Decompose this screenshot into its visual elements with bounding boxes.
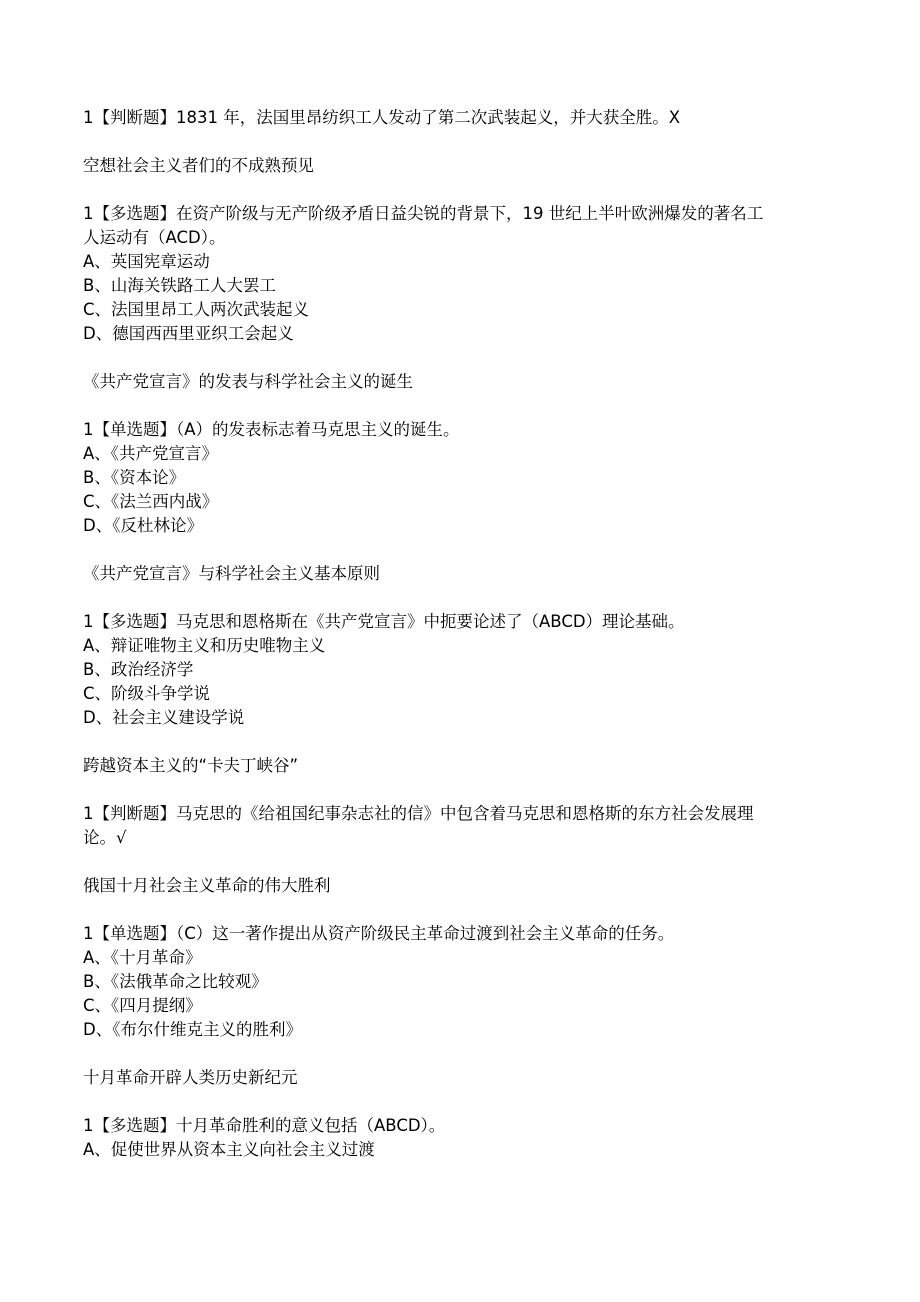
question-text: 1【判断题】1831 年，法国里昂纺织工人发动了第二次武装起义，并大获全胜。X bbox=[83, 108, 681, 127]
question-block bbox=[83, 1114, 843, 1162]
paragraph-gap bbox=[83, 778, 843, 802]
question-line: 论。√ bbox=[83, 828, 127, 847]
paragraph-gap bbox=[83, 586, 843, 610]
question-block bbox=[83, 106, 843, 130]
question-line: A、促使世界从资本主义向社会主义过渡 bbox=[83, 1140, 375, 1159]
question-text: 1【判断题】马克思的《给祖国纪事杂志社的信》中包含着马克思和恩格斯的东方社会发展理 bbox=[83, 804, 754, 823]
question-line: B、山海关铁路工人大罢工 bbox=[83, 276, 276, 295]
question-text: 1【单选题】（C）这一著作提出从资产阶级民主革命过渡到社会主义革命的任务。 bbox=[83, 924, 675, 943]
question-line: B、《法俄革命之比较观》 bbox=[83, 972, 268, 991]
document-page bbox=[83, 106, 843, 1162]
section-heading: 跨越资本主义的“卡夫丁峡谷” bbox=[83, 756, 299, 775]
question-line: A、辩证唯物主义和历史唯物主义 bbox=[83, 636, 326, 655]
question-block bbox=[83, 418, 843, 538]
question-line: D、德国西西里亚织工会起义 bbox=[83, 324, 294, 343]
question-text: 1【多选题】马克思和恩格斯在《共产党宣言》中扼要论述了（ABCD）理论基础。 bbox=[83, 612, 685, 631]
paragraph-gap bbox=[83, 178, 843, 202]
question-line: A、《共产党宣言》 bbox=[83, 444, 219, 463]
paragraph-gap bbox=[83, 394, 843, 418]
section-heading: 《共产党宣言》的发表与科学社会主义的诞生 bbox=[83, 372, 413, 391]
paragraph-gap bbox=[83, 850, 843, 874]
question-line: D、社会主义建设学说 bbox=[83, 708, 245, 727]
question-line: A、英国宪章运动 bbox=[83, 252, 210, 271]
paragraph-gap bbox=[83, 1042, 843, 1066]
section-heading: 俄国十月社会主义革命的伟大胜利 bbox=[83, 876, 331, 895]
question-line: D、《布尔什维克主义的胜利》 bbox=[83, 1020, 302, 1039]
paragraph-gap bbox=[83, 130, 843, 154]
paragraph-gap bbox=[83, 730, 843, 754]
question-text: 1【多选题】在资产阶级与无产阶级矛盾日益尖锐的背景下，19 世纪上半叶欧洲爆发的著名工 bbox=[83, 204, 764, 223]
question-line: 人运动有（ACD）。 bbox=[83, 228, 226, 247]
paragraph-gap bbox=[83, 898, 843, 922]
section-heading: 空想社会主义者们的不成熟预见 bbox=[83, 156, 314, 175]
paragraph-gap bbox=[83, 1090, 843, 1114]
question-block bbox=[83, 802, 843, 850]
question-line: C、《法兰西内战》 bbox=[83, 492, 219, 511]
question-line: A、《十月革命》 bbox=[83, 948, 202, 967]
question-block bbox=[83, 202, 843, 346]
question-block bbox=[83, 610, 843, 730]
question-line: B、《资本论》 bbox=[83, 468, 186, 487]
question-text: 1【单选题】（A）的发表标志着马克思主义的诞生。 bbox=[83, 420, 460, 439]
question-line: C、阶级斗争学说 bbox=[83, 684, 211, 703]
paragraph-gap bbox=[83, 538, 843, 562]
question-text: 1【多选题】十月革命胜利的意义包括（ABCD）。 bbox=[83, 1116, 446, 1135]
question-line: C、法国里昂工人两次武装起义 bbox=[83, 300, 310, 319]
question-line: C、《四月提纲》 bbox=[83, 996, 202, 1015]
question-block bbox=[83, 922, 843, 1042]
paragraph-gap bbox=[83, 346, 843, 370]
question-line: B、政治经济学 bbox=[83, 660, 194, 679]
section-heading: 《共产党宣言》与科学社会主义基本原则 bbox=[83, 564, 380, 583]
question-line: D、《反杜林论》 bbox=[83, 516, 203, 535]
section-heading: 十月革命开辟人类历史新纪元 bbox=[83, 1068, 298, 1087]
